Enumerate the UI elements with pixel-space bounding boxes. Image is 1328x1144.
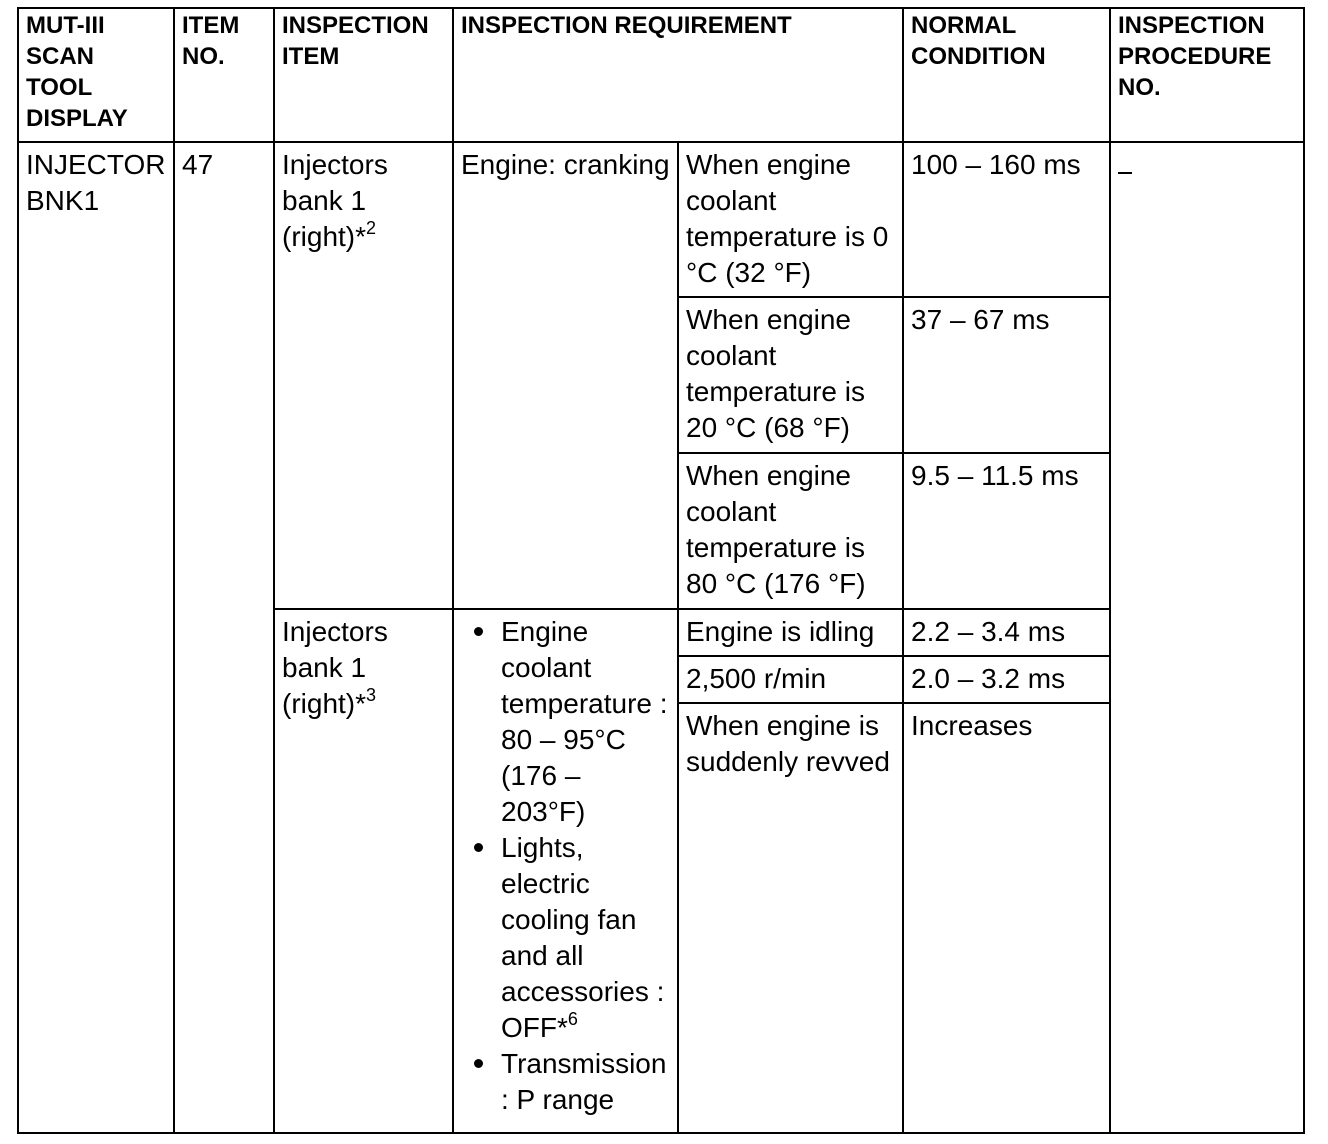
normal-value-cell: 2.2 – 3.4 ms [903,609,1110,656]
list-item-text: Lights, electric cooling fan and all accessories : OFF* [501,832,665,1043]
normal-value-cell: 100 – 160 ms [903,142,1110,297]
bullet-icon [474,627,483,636]
footnote-marker: 6 [567,1009,578,1029]
normal-value-cell: 37 – 67 ms [903,297,1110,453]
normal-value-cell: 9.5 – 11.5 ms [903,453,1110,609]
list-item [461,830,670,1046]
requirement-list [461,614,670,1118]
header-inspection-requirement: INSPECTION REQUIREMENT [453,8,903,142]
header-inspection-item: INSPECTION ITEM [274,8,453,142]
inspection-table [17,7,1305,1134]
header-row [18,8,1304,142]
procedure-no-dash [1118,172,1132,174]
inspection-item-text: Injectors bank 1 (right)* [282,616,388,719]
bullet-icon [474,1059,483,1068]
condition-cell: When engine is suddenly revved [678,703,903,1133]
condition-cell: Engine is idling [678,609,903,656]
header-item-no: ITEM NO. [174,8,274,142]
header-normal-condition: NORMAL CONDITION [903,8,1110,142]
normal-value-cell: Increases [903,703,1110,1133]
normal-value-cell: 2.0 – 3.2 ms [903,656,1110,703]
condition-cell: 2,500 r/min [678,656,903,703]
procedure-no-cell [1110,142,1304,1133]
footnote-marker: 3 [366,685,377,705]
header-inspection-procedure-no: INSPECTION PROCEDURE NO. [1110,8,1304,142]
requirement-cell: Engine: cranking [453,142,678,609]
list-item [461,614,670,830]
condition-cell: When engine coolant temperature is 20 °C (68 °F) [678,297,903,453]
bullet-icon [474,843,483,852]
condition-cell: When engine coolant temperature is 0 °C (32 °F) [678,142,903,297]
header-scan-tool-display: MUT-III SCAN TOOL DISPLAY [18,8,174,142]
inspection-item-text: Injectors bank 1 (right)* [282,149,388,252]
list-item [461,1046,670,1118]
condition-cell: When engine coolant temperature is 80 °C (176 °F) [678,453,903,609]
requirement-cell [453,609,678,1133]
list-item-text: Engine coolant temperature : 80 – 95°C (176 – 203°F) [501,616,668,827]
inspection-item-cell [274,142,453,609]
item-no-cell: 47 [174,142,274,1133]
footnote-marker: 2 [366,218,377,238]
scan-tool-display-cell: INJECTOR BNK1 [18,142,174,1133]
table-row [18,142,1304,297]
list-item-text: Transmission : P range [501,1048,667,1115]
inspection-item-cell [274,609,453,1133]
